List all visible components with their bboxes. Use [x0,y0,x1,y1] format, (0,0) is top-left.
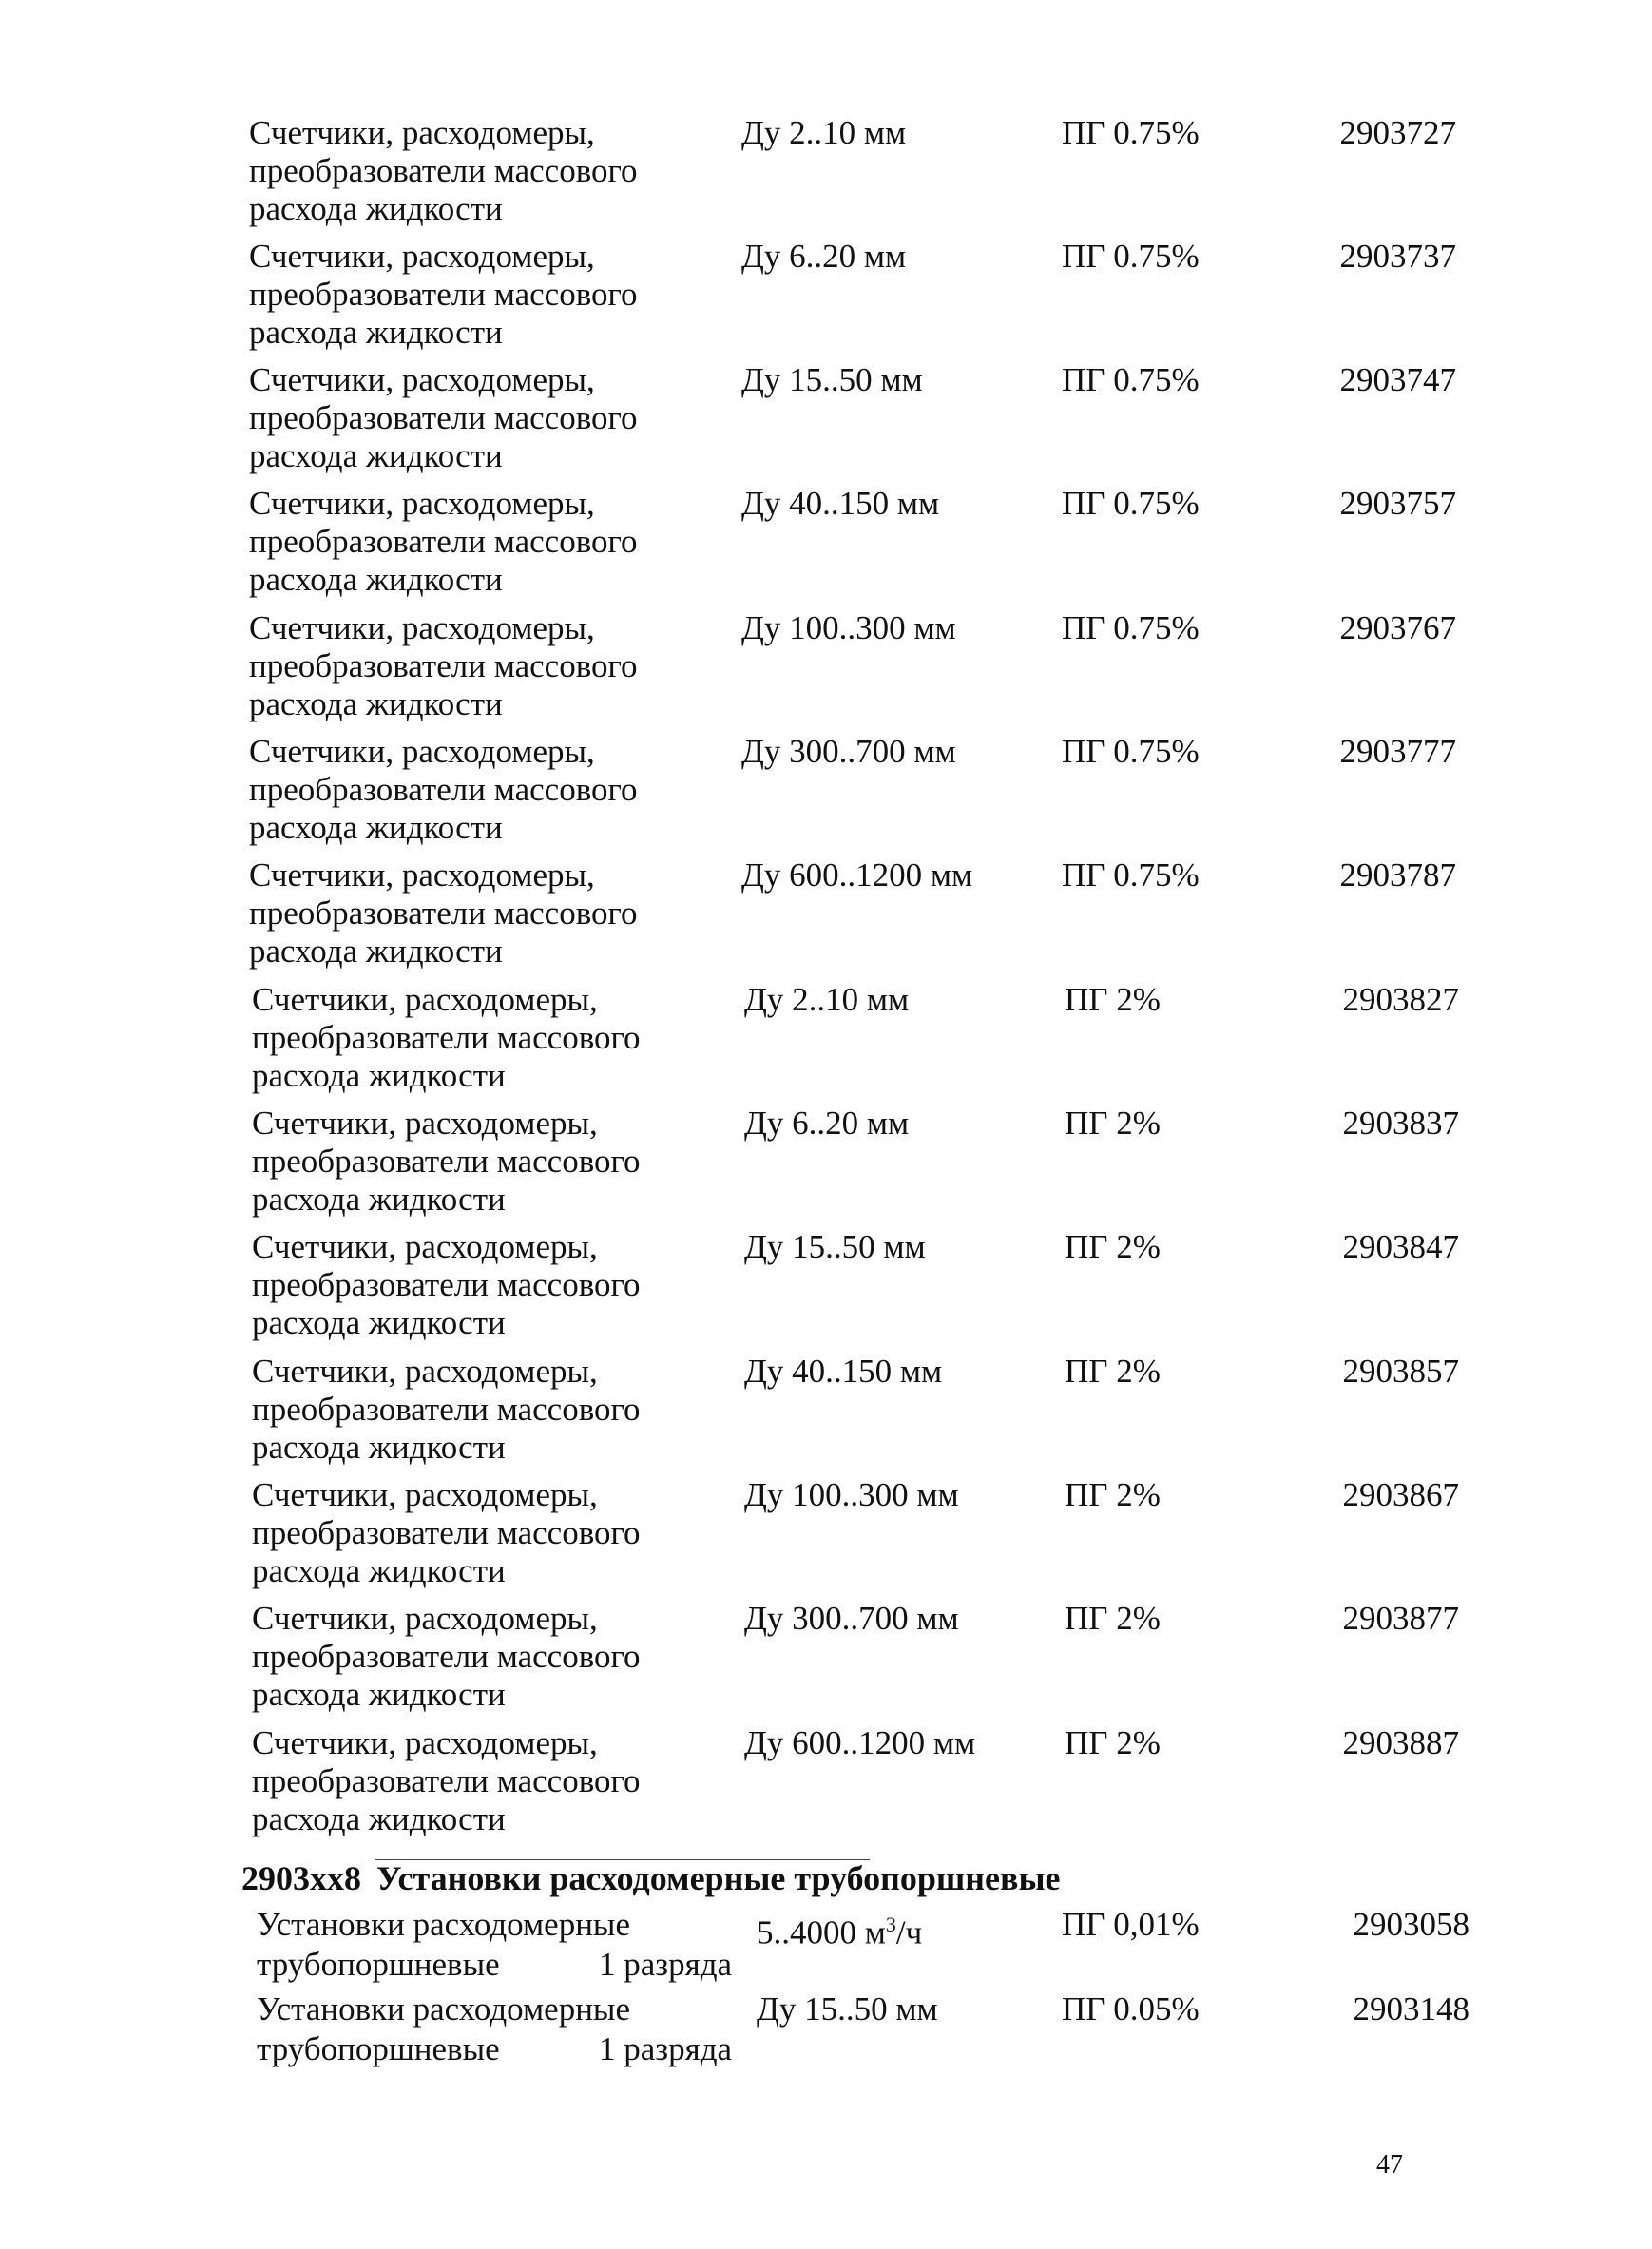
device-name-line: Счетчики, расходомеры, [249,856,595,894]
flow-range-value: 5..4000 м [757,1913,886,1951]
device-name [252,1105,708,1219]
item-code: 2903757 [1339,485,1456,522]
device-name-line: Счетчики, расходомеры, [252,1105,598,1142]
device-name [252,1724,708,1838]
installation-name-line: трубопоршневые [257,1946,500,1983]
device-name-line: Счетчики, расходомеры, [252,1600,598,1637]
device-name-line: преобразователи массового [252,1762,641,1799]
flow-range-unit: /ч [895,1913,923,1951]
section-title: Установки расходомерные трубопоршневые [376,1859,1061,1897]
accuracy-limit: ПГ 0.75% [1062,485,1200,522]
flow-range-exponent: 3 [885,1913,896,1936]
device-name-line: преобразователи массового [249,647,638,684]
device-name-line: Счетчики, расходомеры, [249,485,595,522]
device-name-line: Счетчики, расходомеры, [252,1228,598,1265]
device-name-line: расхода жидкости [252,1800,506,1837]
device-name-line: расхода жидкости [252,1429,506,1466]
nominal-diameter: Ду 15..50 мм [744,1228,926,1265]
device-name-line: Счетчики, расходомеры, [249,733,595,770]
device-name-line: преобразователи массового [249,276,638,313]
installation-name-line: Установки расходомерные [257,1990,630,2028]
device-name [249,114,705,228]
nominal-diameter: Ду 100..300 мм [744,1476,959,1513]
device-name [252,1476,708,1590]
device-name-line: преобразователи массового [252,1514,641,1551]
device-name-line: преобразователи массового [252,1143,641,1180]
device-name-line: расхода жидкости [252,1676,506,1713]
item-code: 2903787 [1339,856,1456,894]
accuracy-limit: ПГ 0.05% [1062,1990,1200,2028]
table-row [252,1724,1488,1849]
nominal-diameter: Ду 2..10 мм [741,114,907,151]
device-name-line: расхода жидкости [252,1057,506,1094]
section-heading [241,1859,1061,1897]
item-code: 2903737 [1339,238,1456,275]
device-name-line: расхода жидкости [249,561,503,598]
device-name-line: расхода жидкости [249,314,503,351]
item-code: 2903747 [1339,361,1456,398]
device-name [252,1228,708,1342]
installation-name-line: трубопоршневые [257,2030,500,2067]
device-name-line: Счетчики, расходомеры, [249,114,595,151]
flow-range [757,1905,922,1953]
item-code: 2903058 [1353,1906,1470,1943]
device-name [249,238,705,352]
accuracy-limit: ПГ 2% [1065,1353,1161,1390]
device-name [252,1600,708,1714]
device-name [252,1353,708,1467]
device-name-line: преобразователи массового [252,1266,641,1303]
device-name-line: расхода жидкости [249,809,503,846]
nominal-diameter: Ду 2..10 мм [744,981,910,1018]
nominal-diameter: Ду 6..20 мм [741,238,907,275]
item-code: 2903887 [1342,1724,1459,1761]
table-row [249,733,1485,857]
accuracy-limit: ПГ 0.75% [1062,856,1200,894]
installation-grade: 1 разряда [599,2030,733,2067]
device-name-line: расхода жидкости [249,437,503,474]
accuracy-limit: ПГ 0.75% [1062,361,1200,398]
accuracy-limit: ПГ 2% [1065,981,1161,1018]
accuracy-limit: ПГ 2% [1065,1105,1161,1142]
device-name-line: Счетчики, расходомеры, [252,1353,598,1390]
item-code: 2903827 [1342,981,1459,1018]
device-name [249,856,705,971]
device-name-line: преобразователи массового [252,1019,641,1056]
device-name-line: преобразователи массового [249,152,638,189]
nominal-diameter: Ду 100..300 мм [741,609,956,646]
nominal-diameter: Ду 6..20 мм [744,1105,910,1142]
item-code: 2903837 [1342,1105,1459,1142]
device-name [249,485,705,599]
device-name [252,981,708,1095]
accuracy-limit: ПГ 0.75% [1062,238,1200,275]
installation-row [257,1990,1492,2075]
device-name-line: Счетчики, расходомеры, [252,981,598,1018]
table-row [252,1476,1488,1601]
device-name-line: расхода жидкости [249,190,503,227]
item-code: 2903847 [1342,1228,1459,1265]
nominal-diameter: Ду 300..700 мм [744,1600,959,1637]
item-code: 2903857 [1342,1353,1459,1390]
nominal-diameter: Ду 300..700 мм [741,733,956,770]
device-name [249,609,705,723]
installation-name-line: Установки расходомерные [257,1906,630,1943]
device-name-line: преобразователи массового [249,523,638,560]
device-name-line: Счетчики, расходомеры, [249,238,595,275]
nominal-diameter: Ду 600..1200 мм [741,856,973,894]
table-row [249,114,1485,239]
accuracy-limit: ПГ 0,01% [1062,1906,1200,1943]
device-name [249,361,705,475]
item-code: 2903877 [1342,1600,1459,1637]
device-name-line: преобразователи массового [249,771,638,808]
accuracy-limit: ПГ 0.75% [1062,114,1200,151]
device-name-line: расхода жидкости [252,1181,506,1218]
device-name-line: Счетчики, расходомеры, [249,361,595,398]
table-row [249,485,1485,609]
flow-range-value: Ду 15..50 мм [757,1990,938,2028]
table-row [252,1353,1488,1477]
accuracy-limit: ПГ 0.75% [1062,609,1200,646]
device-name-line: расхода жидкости [252,1552,506,1589]
item-code: 2903148 [1353,1990,1470,2028]
table-row [249,856,1485,981]
accuracy-limit: ПГ 0.75% [1062,733,1200,770]
table-row [252,981,1488,1105]
device-name-line: преобразователи массового [252,1391,641,1428]
device-name-line: расхода жидкости [252,1304,506,1341]
item-code: 2903777 [1339,733,1456,770]
device-name-line: Счетчики, расходомеры, [252,1724,598,1761]
table-row [252,1228,1488,1353]
table-row [249,238,1485,362]
page-number: 47 [1376,2150,1403,2180]
accuracy-limit: ПГ 2% [1065,1724,1161,1761]
installation-grade: 1 разряда [599,1946,733,1983]
device-name-line: расхода жидкости [249,932,503,970]
item-code: 2903767 [1339,609,1456,646]
item-code: 2903727 [1339,114,1456,151]
flow-range [757,1990,938,2029]
item-code: 2903867 [1342,1476,1459,1513]
device-name-line: преобразователи массового [249,894,638,932]
device-name-line: преобразователи массового [249,399,638,436]
accuracy-limit: ПГ 2% [1065,1600,1161,1637]
table-row [252,1600,1488,1724]
installation-row [257,1905,1492,1990]
device-name-line: расхода жидкости [249,685,503,722]
table-row [249,361,1485,486]
nominal-diameter: Ду 15..50 мм [741,361,923,398]
section-code: 2903xx8 [241,1859,361,1897]
nominal-diameter: Ду 40..150 мм [744,1353,943,1390]
device-name-line: Счетчики, расходомеры, [249,609,595,646]
accuracy-limit: ПГ 2% [1065,1228,1161,1265]
accuracy-limit: ПГ 2% [1065,1476,1161,1513]
table-row [249,609,1485,734]
nominal-diameter: Ду 600..1200 мм [744,1724,976,1761]
nominal-diameter: Ду 40..150 мм [741,485,940,522]
device-name [249,733,705,847]
table-row [252,1105,1488,1229]
device-name-line: преобразователи массового [252,1638,641,1675]
device-name-line: Счетчики, расходомеры, [252,1476,598,1513]
